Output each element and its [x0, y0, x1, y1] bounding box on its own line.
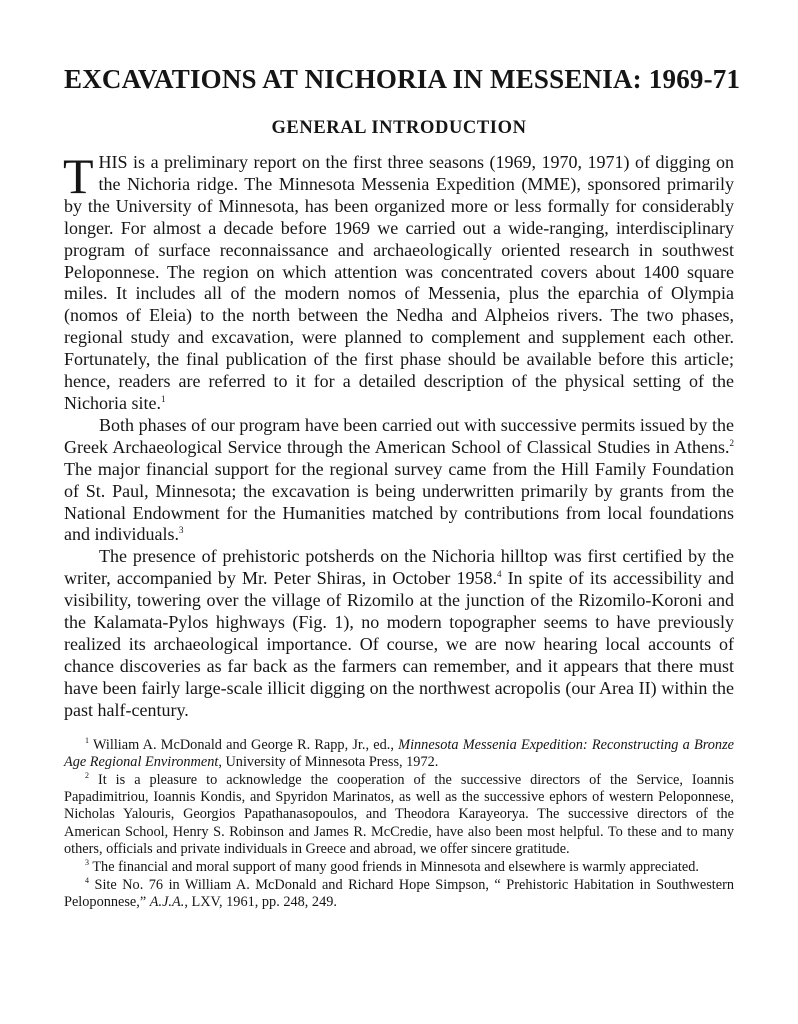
article-page	[63, 62, 741, 912]
footnote-book-title: Minnesota Messenia Expedition: Reconstructing a Bronze Age Regional Environment	[64, 736, 734, 770]
footnote-number: 1	[85, 735, 89, 745]
paragraph-2-text-a: Both phases of our program have been carried out with successive permits issued by the Greek Archaeological Service through the American School of Classical Studies in Athens.	[64, 414, 734, 457]
footnote-text: , University of Minnesota Press, 1972.	[218, 753, 439, 770]
paragraph-3-text-a: The presence of prehistoric potsherds on the Nichoria hilltop was first certified by the writer, accompanied by Mr. Peter Shiras, in October 1958.	[64, 546, 734, 589]
article-title: EXCAVATIONS AT NICHORIA IN MESSENIA: 1969-71	[64, 64, 741, 94]
footnote-number: 3	[85, 858, 89, 868]
footnote-number: 2	[85, 771, 89, 781]
paragraph-2-text-b: The major financial support for the regional survey came from the Hill Family Foundation of St. Paul, Minnesota; the excavation is being underwritten primarily by grants from the National Endowment for the Humanities matched by contributions from local foundations and individuals.	[64, 458, 734, 545]
footnotes	[64, 737, 734, 912]
footnote-2	[64, 772, 734, 858]
footnote-1	[64, 737, 734, 771]
footnote-text: William A. McDonald and George R. Rapp, Jr., ed.,	[89, 736, 399, 753]
paragraph-2	[64, 415, 734, 546]
footnote-ref-1[interactable]: 1	[160, 393, 166, 404]
footnote-text: , LXV, 1961, pp. 248, 249.	[184, 894, 337, 911]
paragraph-3-text-b: In spite of its accessibility and visibility, towering over the village of Rizomilo at the junction of the Rizomilo-Koroni and the Kalamata-Pylos highways (Fig. 1), no modern topographer seems to have previously realized its archaeological importance. Of course, we are now hearing local accounts of chance discoveries as far back as the farmers can remember, and it appears that there must have been fairly large-scale illicit digging on the northwest acropolis (our Area II) within the past half-century.	[64, 568, 735, 720]
footnote-text: The financial and moral support of many good friends in Minnesota and elsewhere is warmly appreciated.	[89, 858, 699, 875]
footnote-text: Site No. 76 in William A. McDonald and Richard Hope Simpson, “ Prehistoric Habitation in Southwestern Peloponnese,”	[64, 877, 734, 911]
footnote-number: 4	[85, 876, 89, 886]
footnote-3	[64, 859, 734, 876]
footnote-ref-2[interactable]: 2	[729, 437, 734, 448]
footnote-text: It is a pleasure to acknowledge the cooperation of the successive directors of the Service, Ioannis Papadimitriou, Ioannis Kondis, and Spyridon Marinatos, as well as the successive ephors of western Peloponnese, Nicholas Yalouris, Georgios Papathanasopoulos, and Theodora Karayeorya. The successive directors of the American School, Henry S. Robinson and James R. McCredie, have also been most helpful. To these and to many others, officials and private individuals in Greece and abroad, we offer sincere gratitude.	[64, 771, 734, 857]
footnote-4	[64, 877, 734, 911]
footnote-ref-4[interactable]: 4	[496, 569, 502, 580]
footnote-ref-3[interactable]: 3	[179, 525, 184, 536]
paragraph-3	[64, 546, 734, 721]
footnote-journal-title: A.J.A.	[149, 894, 185, 911]
paragraph-1-text: HIS is a preliminary report on the first three seasons (1969, 1970, 1971) of digging on the Nichoria ridge. The Minnesota Messenia Expedition (MME), sponsored primarily by the University of Minnesota, has been organized more or less formally for considerably longer. For almost a decade before 1969 we carried out a wide-ranging, interdisciplinary program of surface reconnaissance and archaeologically oriented research in southwest Peloponnese. The region on which attention was concentrated covers about 1400 square miles. It includes all of the modern nomos of Messenia, plus the eparchia of Olympia (nomos of Eleia) to the north between the Nedha and Alpheios rivers. The two phases, regional study and excavation, were planned to complement and supplement each other. Fortunately, the final publication of the first phase should be available before this article; hence, readers are referred to it for a detailed description of the physical setting of the Nichoria site.	[64, 152, 734, 413]
paragraph-1	[63, 148, 734, 415]
drop-cap: T	[63, 148, 94, 204]
section-heading: GENERAL INTRODUCTION	[271, 118, 527, 138]
